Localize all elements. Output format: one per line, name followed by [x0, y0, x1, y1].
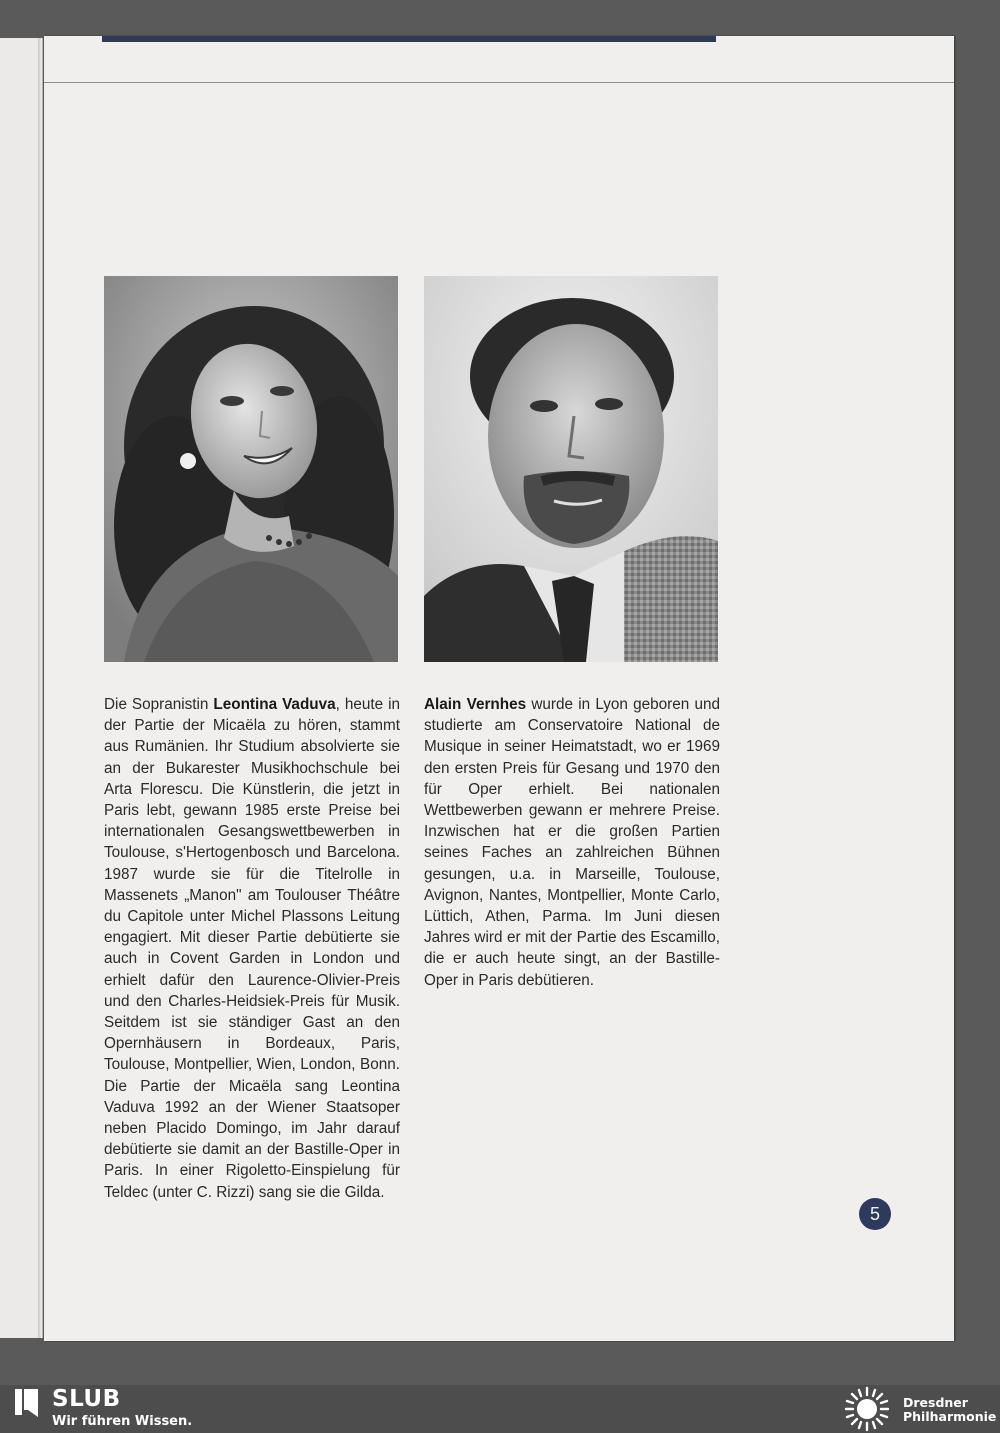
biography-leontina-vaduva [104, 694, 400, 1203]
artist-name-alain-vernhes: Alain Vernhes [424, 696, 527, 713]
previous-page-edge [0, 38, 43, 1338]
biography-alain-vernhes [424, 694, 720, 991]
bio-text-alain-vernhes: wurde in Lyon geboren und studierte am Conservatoire National de Musique in seiner Heimatstadt, wo er 1969 den ersten Preis für Gesang und 1970 den für Oper erhielt. Bei nationalen Wettbewerben gewann er mehrere Preise. Inzwischen hat er die großen Partien seines Faches an zahlreichen Bühnen gesungen, u.a. in Marseille, Toulouse, Avignon, Nantes, Montpellier, Monte Carlo, Lüttich, Athen, Parma. Im Juni diesen Jahres wird er mit der Partie des Escamillo, die er auch heute singt, an der Bastille-Oper in Paris debütieren. [424, 696, 721, 989]
header-rule [44, 82, 954, 83]
partner-name-line1: Dresdner [903, 1395, 968, 1410]
slub-book-icon [14, 1388, 40, 1418]
portrait-photo-alain-vernhes [424, 276, 718, 662]
header-color-band [102, 36, 716, 42]
partner-name-line2: Philharmonie [903, 1409, 997, 1424]
partner-name [903, 1396, 996, 1424]
library-name: SLUB [52, 1386, 121, 1412]
page-number-badge: 5 [859, 1198, 891, 1230]
artist-name-leontina-vaduva: Leontina Vaduva [213, 696, 336, 713]
portrait-photo-leontina-vaduva [104, 276, 398, 662]
dresdner-philharmonie-sun-logo [842, 1385, 892, 1433]
bio-intro: Die Sopranistin [104, 696, 214, 713]
brochure-page [44, 36, 954, 1341]
bio-text-leontina-vaduva: , heute in der Partie der Micaëla zu hören, stammt aus Rumänien. Ihr Studium absolvierte sie an der Bukarester Musikhochschule bei Arta Florescu. Die Künstlerin, die jetzt in Paris lebt, gewann 1985 erste Preise bei internationalen Gesangswettbewerben in Toulouse, s'Hertogenbosch und Barcelona. 1987 wurde sie für die Titelrolle in Massenets „Manon" am Toulouser Théâtre du Capitole unter Michel Plassons Leitung engagiert. Mit dieser Partie debütierte sie auch in Covent Garden in London und erhielt dafür den Laurence-Olivier-Preis und den Charles-Heidsiek-Preis für Musik. Seitdem ist sie ständiger Gast an den Opernhäusern in Bordeaux, Paris, Toulouse, Montpellier, Wien, London, Bonn. Die Partie der Micaëla sang Leontina Vaduva 1992 an der Wiener Staatsoper neben Placido Domingo, im Jahr darauf debütierte sie damit an der Bastille-Oper in Paris. In einer Rigoletto-Einspielung für Teldec (unter C. Rizzi) sang sie die Gilda. [104, 696, 400, 1201]
library-tagline: Wir führen Wissen. [52, 1414, 193, 1429]
